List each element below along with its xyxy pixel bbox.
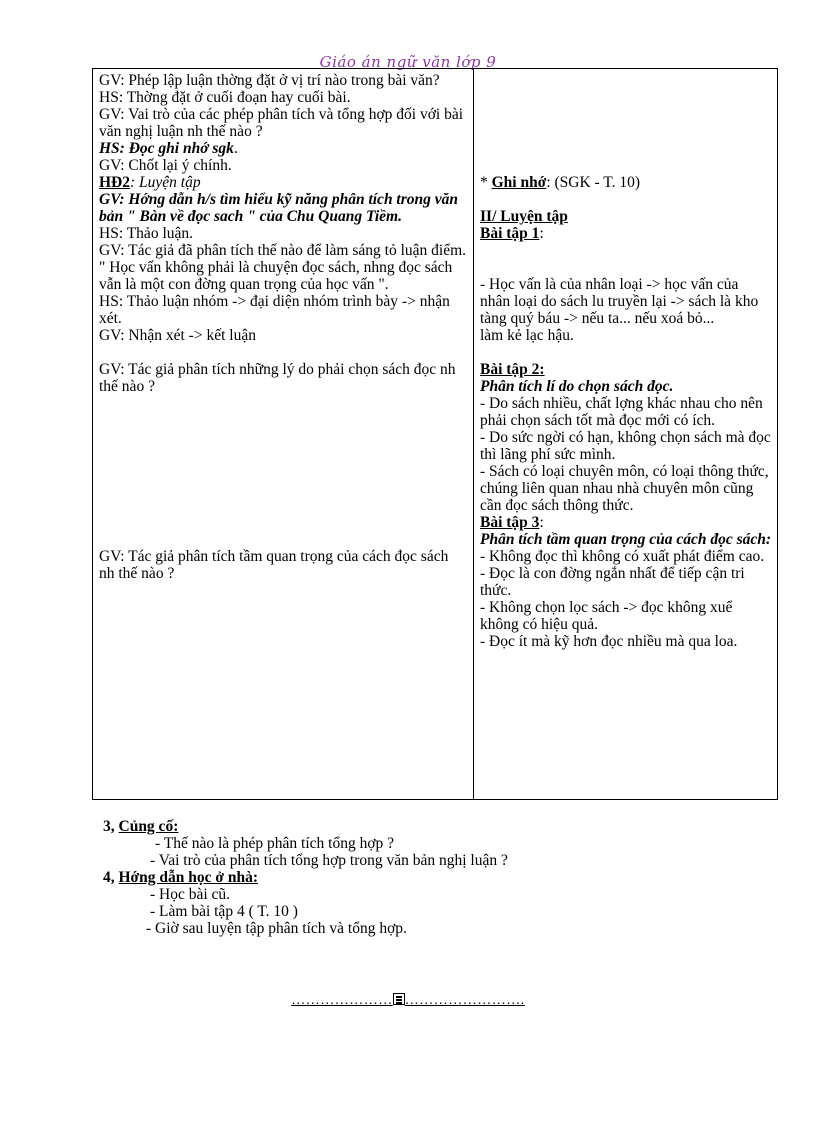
section-luyen-tap: II/ Luyện tập: [480, 208, 568, 225]
huong-dan-item: - Giờ sau luyện tập phân tích và tổng hợp.: [146, 920, 407, 937]
left-line-1: GV: Phép lập luận thờng đặt ở vị trí nào trong bài văn?: [99, 72, 440, 89]
huong-dan-item: - Làm bài tập 4 ( T. 10 ): [150, 903, 298, 920]
bai-tap-3-item: - Đọc là con đờng ngắn nhất để tiếp cận tri thức.: [480, 565, 745, 599]
huong-dan-item: - Học bài cũ.: [150, 886, 231, 903]
separator-right: …………………….: [404, 993, 525, 1008]
right-column: [480, 72, 772, 650]
left-line-6: HĐ2: Luyện tập: [99, 174, 201, 191]
left-line-10: HS: Thảo luận nhóm -> đại diện nhóm trình bày -> nhận xét.: [99, 293, 450, 327]
end-separator: [0, 993, 816, 1009]
left-line-5: GV: Chốt lại ý chính.: [99, 157, 232, 174]
bai-tap-2-label: Bài tập 2:: [480, 361, 545, 378]
bai-tap-1-label: Bài tập 1:: [480, 225, 544, 242]
huong-dan-heading: 4, Hớng dẫn học ở nhà:: [103, 869, 258, 886]
bai-tap-1-text2: làm kẻ lạc hậu.: [480, 327, 574, 344]
bai-tap-3-item: - Đọc ít mà kỹ hơn đọc nhiều mà qua loa.: [480, 633, 738, 650]
bai-tap-2-title: Phân tích lí do chọn sách đọc.: [480, 378, 674, 395]
cung-co-item: - Thế nào là phép phân tích tổng hợp ?: [155, 835, 395, 852]
bai-tap-2-item: - Do sức ngời có hạn, không chọn sách mà đọc thì lãng phí sức mình.: [480, 429, 771, 463]
ghi-nho: * Ghi nhớ: (SGK - T. 10): [480, 174, 641, 191]
left-line-12: GV: Tác giả phân tích những lý do phải chọn sách đọc nh thế nào ?: [99, 361, 456, 395]
bai-tap-3-label: Bài tập 3:: [480, 514, 544, 531]
left-line-11: GV: Nhận xét -> kết luận: [99, 327, 256, 344]
document-icon: [393, 993, 405, 1005]
cung-co-heading: 3, Củng cố:: [103, 818, 179, 835]
left-line-4: HS: Đọc ghi nhớ sgk.: [99, 140, 238, 157]
cung-co-item: - Vai trò của phân tích tổng hợp trong văn bản nghị luận ?: [150, 852, 508, 869]
left-line-13: GV: Tác giả phân tích tầm quan trọng của cách đọc sách nh thế nào ?: [99, 548, 449, 582]
bai-tap-2-item: - Sách có loại chuyên môn, có loại thông thức, chúng liên quan nhau nhà chuyên môn cũng cần đọc sách thông thức.: [480, 463, 769, 514]
column-divider: [473, 69, 474, 799]
left-column: [99, 72, 467, 582]
bai-tap-3-item: - Không đọc thì không có xuất phát điểm cao.: [480, 548, 765, 565]
left-line-3: GV: Vai trò của các phép phân tích và tổng hợp đối với bài văn nghị luận nh thế nào ?: [99, 106, 464, 140]
left-line-7: GV: Hớng dẫn h/s tìm hiểu kỹ năng phân tích trong văn bản " Bàn về đọc sach " của Chu Quang Tiềm.: [99, 191, 459, 225]
bai-tap-2-item: - Do sách nhiều, chất lợng khác nhau cho nên phải chọn sách tốt mà đọc mới có ích.: [480, 395, 763, 429]
bai-tap-3-title: Phân tích tầm quan trọng của cách đọc sách:: [480, 531, 772, 548]
left-line-2: HS: Thờng đặt ở cuối đoạn hay cuối bài.: [99, 89, 351, 106]
lesson-table: [92, 68, 778, 800]
bai-tap-1-text: - Học vấn là của nhân loại -> học vấn của nhân loại do sách lu truyền lại -> sách là kho tàng quý báu -> nếu ta... nếu xoá bỏ...: [480, 276, 759, 327]
left-line-9: GV: Tác giả đã phân tích thế nào để làm sáng tỏ luận điểm. " Học vấn không phải là chuyện đọc sách, nhng đọc sách vẫn là một con đờng quan trọng của học vấn ".: [99, 242, 467, 293]
lesson-footer: [0, 818, 508, 937]
header-title: Giáo án ngữ văn lớp 9: [319, 53, 497, 71]
left-line-8: HS: Thảo luận.: [99, 225, 193, 242]
bai-tap-3-item: - Không chọn lọc sách -> đọc không xuể không có hiệu quả.: [480, 599, 733, 633]
separator-left: …………………: [291, 993, 393, 1008]
